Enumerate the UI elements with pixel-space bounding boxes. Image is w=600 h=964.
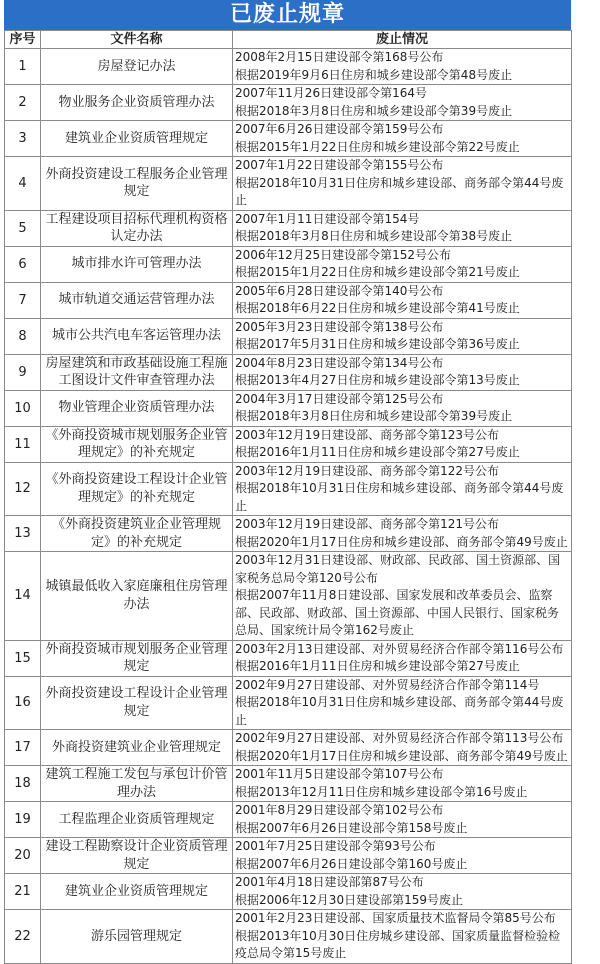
issued-info: 2003年2月13日建设部、对外贸易经济合作部令第116号公布 — [235, 641, 564, 656]
repealed-info: 根据2013年10月30日住房城乡建设部、国家质量监督检验检疫总局令第15号废止 — [235, 928, 561, 960]
table-row — [5, 121, 572, 157]
table-header-row — [5, 31, 572, 49]
table-row — [5, 766, 572, 802]
row-number: 12 — [5, 462, 41, 516]
issued-info: 2003年12月31日建设部、财政部、民政部、国土资源部、国家税务总局令第120号公布 — [235, 553, 561, 585]
document-name: 《外商投资城市规划服务企业管理规定》的补充规定 — [41, 426, 233, 462]
issued-info: 2006年12月25日建设部令第152号公布 — [235, 247, 451, 262]
document-name: 外商投资建设工程服务企业管理规定 — [41, 157, 233, 211]
row-number: 14 — [5, 552, 41, 641]
issued-info: 2001年4月18日建设部第87号公布 — [235, 875, 424, 889]
repealed-info: 根据2016年1月11日住房和城乡建设部令第27号废止 — [235, 445, 520, 459]
repealed-info: 根据2006年12月30日建设部第159号废止 — [235, 892, 463, 907]
document-name: 城镇最低收入家庭廉租住房管理办法 — [41, 552, 233, 641]
document-name: 物业管理企业资质管理办法 — [41, 390, 233, 426]
issued-info: 2007年1月22日建设部令第155号公布 — [235, 158, 444, 172]
row-number: 13 — [5, 516, 41, 552]
table-row — [5, 246, 572, 282]
repeal-details — [233, 730, 572, 766]
row-number: 4 — [5, 157, 41, 211]
table-row — [5, 85, 572, 121]
repeal-details — [233, 516, 572, 552]
issued-info: 2008年2月15日建设部令第168号公布 — [235, 50, 444, 64]
issued-info: 2007年6月26日建设部令第159号公布 — [235, 122, 444, 136]
issued-info: 2004年3月17日建设部令第125号公布 — [235, 391, 444, 406]
row-number: 3 — [5, 121, 41, 157]
repeal-details — [233, 838, 572, 874]
document-name: 城市轨道交通运营管理办法 — [41, 282, 233, 318]
table-row — [5, 390, 572, 426]
repealed-info: 根据2007年11月8日建设部、国家发展和改革委员会、监察部、民政部、财政部、国土资源部、中国人民银行、国家税务总局、国家统计局令第162号废止 — [235, 588, 560, 637]
row-number: 10 — [5, 390, 41, 426]
row-number: 18 — [5, 766, 41, 802]
table-row — [5, 640, 572, 676]
repealed-info: 根据2018年10月31日住房和城乡建设部、商务部令第44号废止 — [235, 695, 564, 727]
row-number: 9 — [5, 354, 41, 390]
row-number: 1 — [5, 49, 41, 85]
document-name: 外商投资建设工程设计企业管理规定 — [41, 676, 233, 730]
repealed-info: 根据2015年1月22日住房和城乡建设部令第22号废止 — [235, 139, 520, 154]
repeal-details — [233, 390, 572, 426]
issued-info: 2001年7月25日建设部令第93号公布 — [235, 839, 436, 853]
row-number: 17 — [5, 730, 41, 766]
document-name: 外商投资城市规划服务企业管理规定 — [41, 640, 233, 676]
repeal-details — [233, 85, 572, 121]
table-row — [5, 354, 572, 390]
row-number: 6 — [5, 246, 41, 282]
document-name: 物业服务企业资质管理办法 — [41, 85, 233, 121]
document-name: 建筑业企业资质管理规定 — [41, 874, 233, 910]
repeal-details — [233, 318, 572, 354]
document-name: 工程建设项目招标代理机构资格认定办法 — [41, 210, 233, 246]
issued-info: 2007年11月26日建设部令第164号 — [235, 86, 427, 100]
repeal-details — [233, 49, 572, 85]
header-status: 废止情况 — [233, 31, 572, 49]
document-title: 已废止规章 — [4, 0, 571, 30]
repeal-details — [233, 282, 572, 318]
row-number: 15 — [5, 640, 41, 676]
repeal-details — [233, 210, 572, 246]
table-body — [5, 49, 572, 964]
repeal-details — [233, 426, 572, 462]
repealed-info: 根据2019年9月6日住房和城乡建设部令第48号废止 — [235, 67, 513, 82]
issued-info: 2002年9月27日建设部、对外贸易经济合作部令第114号 — [235, 677, 540, 692]
issued-info: 2001年11月5日建设部令第107号公布 — [235, 767, 444, 781]
header-name: 文件名称 — [41, 31, 233, 49]
repeal-details — [233, 354, 572, 390]
repealed-info: 根据2015年1月22日住房和城乡建设部令第21号废止 — [235, 265, 520, 279]
repeal-details — [233, 246, 572, 282]
repealed-info: 根据2007年6月26日建设部令第158号废止 — [235, 820, 468, 835]
document-name: 建设工程勘察设计企业资质管理规定 — [41, 838, 233, 874]
repealed-info: 根据2013年12月11日住房和城乡建设部令第16号废止 — [235, 784, 528, 799]
table-row — [5, 730, 572, 766]
issued-info: 2003年12月19日建设部、商务部令第121号公布 — [235, 517, 499, 531]
issued-info: 2003年12月19日建设部、商务部令第122号公布 — [235, 463, 499, 478]
table-row — [5, 552, 572, 641]
repealed-info: 根据2018年10月31日住房和城乡建设部、商务部令第44号废止 — [235, 175, 564, 207]
table-row — [5, 282, 572, 318]
repeal-details — [233, 874, 572, 910]
repealed-info: 根据2017年5月31日住房和城乡建设部令第36号废止 — [235, 337, 520, 351]
repealed-info: 根据2018年3月8日住房和城乡建设部令第39号废止 — [235, 409, 513, 423]
row-number: 21 — [5, 874, 41, 910]
row-number: 19 — [5, 802, 41, 838]
document-name: 房屋登记办法 — [41, 49, 233, 85]
table-row — [5, 676, 572, 730]
issued-info: 2005年3月23日建设部令第138号公布 — [235, 319, 444, 334]
row-number: 20 — [5, 838, 41, 874]
repealed-info: 根据2007年6月26日建设部令第160号废止 — [235, 856, 468, 871]
repeal-details — [233, 802, 572, 838]
table-row — [5, 426, 572, 462]
document-name: 《外商投资建筑业企业管理规定》的补充规定 — [41, 516, 233, 552]
repealed-info: 根据2018年10月31日住房和城乡建设部、商务部令第44号废止 — [235, 481, 564, 513]
issued-info: 2005年6月28日建设部令第140号公布 — [235, 283, 444, 298]
repealed-info: 根据2020年1月17日住房和城乡建设部、商务部令第49号废止 — [235, 534, 568, 549]
row-number: 7 — [5, 282, 41, 318]
repealed-info: 根据2016年1月11日住房和城乡建设部令第27号废止 — [235, 659, 520, 673]
repeal-details — [233, 676, 572, 730]
row-number: 8 — [5, 318, 41, 354]
repeal-details — [233, 552, 572, 641]
document-name: 游乐园管理规定 — [41, 910, 233, 964]
issued-info: 2003年12月19日建设部、商务部令第123号公布 — [235, 427, 499, 442]
row-number: 11 — [5, 426, 41, 462]
document-name: 建筑工程施工发包与承包计价管理办法 — [41, 766, 233, 802]
table-row — [5, 874, 572, 910]
table-row — [5, 516, 572, 552]
row-number: 5 — [5, 210, 41, 246]
regulations-table — [4, 30, 572, 964]
repealed-info: 根据2018年6月22日住房和城乡建设部令第41号废止 — [235, 301, 520, 315]
issued-info: 2007年1月11日建设部令第154号 — [235, 211, 420, 226]
table-row — [5, 838, 572, 874]
table-row — [5, 318, 572, 354]
document-name: 城市排水许可管理办法 — [41, 246, 233, 282]
repeal-details — [233, 157, 572, 211]
row-number: 22 — [5, 910, 41, 964]
repeal-details — [233, 910, 572, 964]
table-row — [5, 462, 572, 516]
repealed-regulations-document — [4, 0, 571, 964]
repealed-info: 根据2013年4月27日住房和城乡建设部令第13号废止 — [235, 373, 520, 387]
repealed-info: 根据2018年3月8日住房和城乡建设部令第38号废止 — [235, 229, 513, 243]
document-name: 《外商投资建设工程设计企业管理规定》的补充规定 — [41, 462, 233, 516]
table-row — [5, 157, 572, 211]
issued-info: 2001年8月29日建设部令第102号公布 — [235, 803, 444, 817]
document-name: 外商投资建筑业企业管理规定 — [41, 730, 233, 766]
repeal-details — [233, 121, 572, 157]
table-row — [5, 802, 572, 838]
document-name: 城市公共汽电车客运管理办法 — [41, 318, 233, 354]
repeal-details — [233, 640, 572, 676]
header-no: 序号 — [5, 31, 41, 49]
repealed-info: 根据2018年3月8日住房和城乡建设部令第39号废止 — [235, 103, 513, 118]
table-row — [5, 210, 572, 246]
row-number: 2 — [5, 85, 41, 121]
repeal-details — [233, 766, 572, 802]
repeal-details — [233, 462, 572, 516]
table-row — [5, 910, 572, 964]
document-name: 房屋建筑和市政基础设施工程施工图设计文件审查管理办法 — [41, 354, 233, 390]
document-name: 建筑业企业资质管理规定 — [41, 121, 233, 157]
issued-info: 2002年9月27日建设部、对外贸易经济合作部令第113号公布 — [235, 731, 564, 745]
issued-info: 2001年2月23日建设部、国家质量技术监督局令第85号公布 — [235, 911, 556, 925]
repealed-info: 根据2020年1月17日住房和城乡建设部、商务部令第49号废止 — [235, 748, 568, 763]
issued-info: 2004年8月23日建设部令第134号公布 — [235, 355, 444, 370]
document-name: 工程监理企业资质管理规定 — [41, 802, 233, 838]
row-number: 16 — [5, 676, 41, 730]
table-row — [5, 49, 572, 85]
